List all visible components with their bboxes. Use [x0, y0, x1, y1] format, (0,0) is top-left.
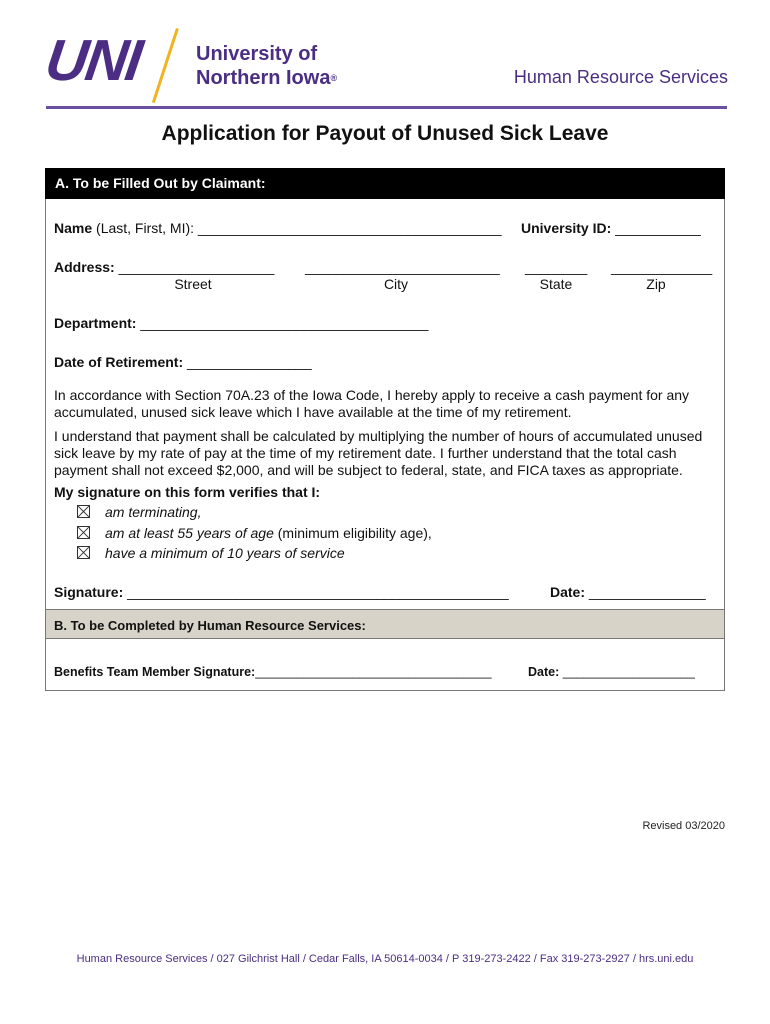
- checked-checkbox-icon[interactable]: [77, 526, 90, 539]
- department-name: Human Resource Services: [513, 67, 728, 87]
- declaration-paragraph-2: I understand that payment shall be calculated by multiplying the number of hours of accumulated unused sick leave by my rate of pay at the time of my retirement date. I further understand that the total cash payment shall not exceed $2,000, and will be subject to federal, state, and FICA taxes as appropriate.: [54, 428, 703, 478]
- logo-wordmark: [196, 42, 337, 90]
- city-caption: City: [383, 276, 409, 292]
- logo-slash-divider: [152, 28, 179, 103]
- address-city-field[interactable]: _________________________: [305, 259, 500, 275]
- name-field[interactable]: Name (Last, First, MI): _______________________________________: [54, 220, 502, 236]
- benefits-signature-field[interactable]: Benefits Team Member Signature:__________________________________: [54, 665, 492, 679]
- footer-contact: Human Resource Services / 027 Gilchrist Hall / Cedar Falls, IA 50614-0034 / P 319-273-2422 / Fax 319-273-2927 / hrs.uni.edu: [76, 953, 694, 965]
- department-field[interactable]: Department: _____________________________________: [54, 315, 429, 331]
- address-state-field[interactable]: ________: [525, 259, 588, 275]
- header-divider: [46, 106, 727, 109]
- revision-date: Revised 03/2020: [642, 820, 725, 832]
- university-id-field[interactable]: University ID: ___________: [521, 220, 701, 236]
- section-a-heading: A. To be Filled Out by Claimant:: [45, 168, 725, 199]
- zip-caption: Zip: [646, 276, 666, 292]
- retirement-date-field[interactable]: Date of Retirement: ________________: [54, 354, 312, 370]
- declaration-paragraph-1: In accordance with Section 70A.23 of the Iowa Code, I hereby apply to receive a cash payment for any accumulated, unused sick leave which I have available at the time of my retirement.: [54, 387, 690, 420]
- form-title: Application for Payout of Unused Sick Leave: [161, 122, 609, 145]
- signature-date-field[interactable]: Date: _______________: [550, 584, 706, 600]
- section-b-heading: B. To be Completed by Human Resource Services:: [46, 609, 724, 639]
- checkbox-row-service[interactable]: have a minimum of 10 years of service: [77, 544, 345, 564]
- logo-line-1: University of: [196, 43, 318, 65]
- address-street-field[interactable]: Address: ____________________: [54, 259, 275, 275]
- street-caption: Street: [174, 276, 212, 292]
- checkbox-row-age[interactable]: am at least 55 years of age (minimum eligibility age),: [77, 524, 432, 544]
- checked-checkbox-icon[interactable]: [77, 546, 90, 559]
- state-caption: State: [539, 276, 573, 292]
- address-zip-field[interactable]: _____________: [611, 259, 713, 275]
- logo-line-2: Northern Iowa®: [196, 67, 338, 89]
- signature-field[interactable]: Signature: _________________________________________________: [54, 584, 509, 600]
- checkbox-row-terminating[interactable]: am terminating,: [77, 503, 201, 523]
- benefits-date-field[interactable]: Date: ___________________: [528, 665, 695, 679]
- verify-heading: My signature on this form verifies that I:: [54, 484, 321, 500]
- checked-checkbox-icon[interactable]: [77, 505, 90, 518]
- logo-uni: UNI: [41, 28, 145, 93]
